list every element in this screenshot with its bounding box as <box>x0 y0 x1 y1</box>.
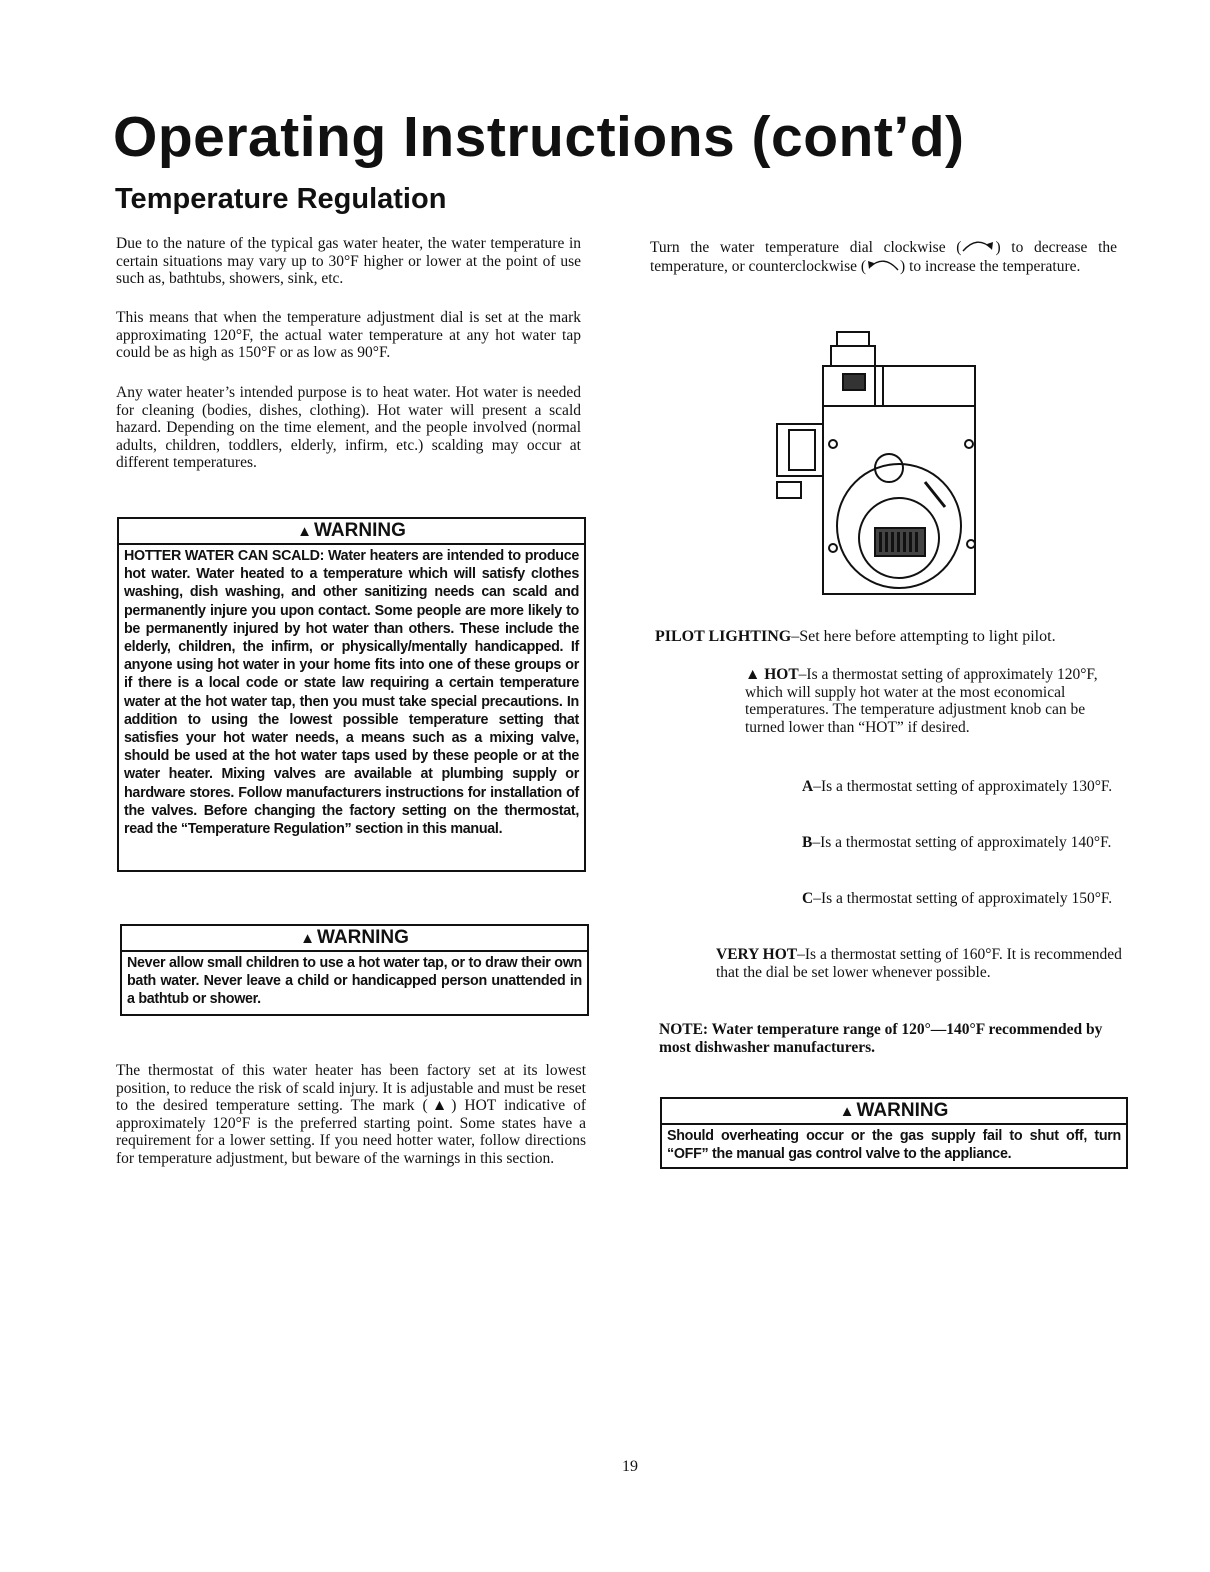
warning-icon: ▲ <box>297 523 313 540</box>
page-title: Operating Instructions (cont’d) <box>113 105 965 169</box>
c-setting-row: C–Is a thermostat setting of approximately 150°F. <box>802 890 1113 907</box>
pilot-lighting-row: PILOT LIGHTING–Set here before attempting to light pilot. <box>655 628 1056 645</box>
warning-text: Never allow small children to use a hot water tap, or to draw their own bath water. Never leave a child or handicapped person unattended in a bathtub or shower. <box>127 955 582 1008</box>
warning-header <box>122 926 587 952</box>
warning-text: Should overheating occur or the gas supply fail to shut off, turn “OFF” the manual gas control valve to the appliance. <box>667 1128 1121 1163</box>
page-number: 19 <box>622 1458 638 1475</box>
warning-text: HOTTER WATER CAN SCALD: Water heaters are intended to produce hot water. Water heated to a temperature which will satisfy clothes washing, dish washing, and other sanitizing needs can scald and permanently injure you upon contact. Some people are more likely to be permanently injured by hot water than others. These include the elderly, children, the infirm, or physically/mentally handicapped. If anyone using hot water in your home fits into one of these groups or if there is a local code or state law requiring a certain temperature water at the hot water tap, then you must take special precautions. In addition to using the lowest possible temperature setting that satisfies your hot water needs, a means such as a mixing valve, should be used at the hot water taps used by these people or at the water heater. Mixing valves are available at plumbing supply or hardware stores. Follow manufacturers instructions for installation of the valves. Before changing the factory setting on the thermostat, read the “Temperature Regulation” section in this manual. <box>124 548 579 838</box>
gas-control-valve-figure <box>775 322 990 602</box>
warning-icon: ▲ <box>300 930 316 947</box>
warning-header <box>662 1099 1126 1125</box>
b-setting-row: B–Is a thermostat setting of approximately 140°F. <box>802 834 1112 851</box>
warning-header <box>119 519 584 545</box>
warning-box-children <box>120 924 589 1016</box>
very-hot-setting-row: VERY HOT–Is a thermostat setting of 160°F. It is recommended that the dial be set lower whenever possible. <box>716 946 1122 981</box>
warning-icon: ▲ <box>839 1103 855 1120</box>
paragraph-dial-meaning: This means that when the temperature adjustment dial is set at the mark approximating 120°F, the actual water temperature at any hot water tap could be as high as 150°F or as low as 90°F. <box>116 309 581 361</box>
paragraph-dial-direction: Turn the water temperature dial clockwise ( ) to decrease the temperature, or counterclockwise ( ) to increase the temperature. <box>650 239 1118 275</box>
warning-label: WARNING <box>314 520 406 541</box>
section-title: Temperature Regulation <box>115 183 447 215</box>
warning-label: WARNING <box>856 1100 949 1121</box>
a-setting-row: A–Is a thermostat setting of approximately 130°F. <box>802 778 1113 795</box>
warning-box-scald <box>117 517 586 872</box>
counterclockwise-arrow-icon <box>866 257 900 271</box>
paragraph-factory-setting: The thermostat of this water heater has been factory set at its lowest position, to reduce the risk of scald injury. It is adjustable and must be reset to the desired temperature setting. The mark (▲) HOT indicative of approximately 120°F is the preferred starting point. Some states have a requirement for a lower setting. If you need hotter water, follow directions for temperature adjustment, but beware of the warnings in this section. <box>116 1062 586 1167</box>
paragraph-scald-hazard: Any water heater’s intended purpose is to heat water. Hot water is needed for cleaning (bodies, dishes, clothing). Hot water will present a scald hazard. Depending on the time element, and the people involved (normal adults, children, toddlers, elderly, infirm, etc.) scalding may occur at different temperatures. <box>116 384 581 471</box>
warning-box-overheating <box>660 1097 1128 1169</box>
warning-label: WARNING <box>317 927 409 948</box>
dishwasher-note: NOTE: Water temperature range of 120°—140°F recommended by most dishwasher manufacturers. <box>659 1021 1103 1056</box>
paragraph-variation: Due to the nature of the typical gas water heater, the water temperature in certain situations may vary up to 30°F higher or lower at the point of use such as, bathtubs, showers, sink, etc. <box>116 235 581 287</box>
hot-setting-row: ▲ HOT–Is a thermostat setting of approximately 120°F, which will supply hot water at the most economical temperatures. The temperature adjustment knob can be turned lower than “HOT” if desired. <box>745 666 1098 736</box>
clockwise-arrow-icon <box>961 238 995 252</box>
